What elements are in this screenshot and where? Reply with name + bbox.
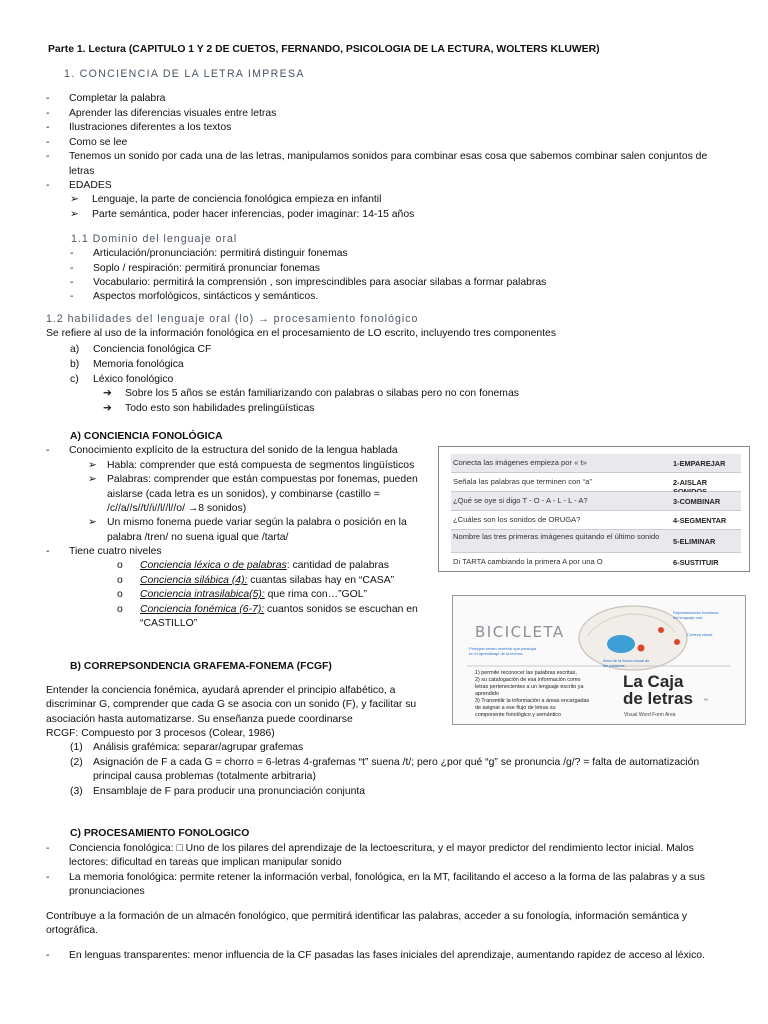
list-marker: (1) (70, 742, 83, 753)
list-item: Aprender las diferencias visuales entre letras (69, 108, 277, 119)
nivel-desc: que rima con…”GOL” (264, 589, 367, 600)
table-row (451, 530, 741, 553)
bullet-dash: - (46, 445, 50, 456)
list-item: Tenemos un sonido por cada una de las letras, manipulamos sonidos para combinar esas cosa que sabemos combinar salen conjuntos de (69, 151, 708, 162)
skills-table (438, 446, 750, 572)
table-skill: 1-EMPAREJAR (673, 459, 726, 468)
list-marker: b) (70, 359, 80, 370)
brain-figure (452, 595, 746, 725)
list-marker: c) (70, 374, 79, 385)
nivel-label: Conciencia intrasilabica(5): (140, 589, 265, 600)
nivel-label: Conciencia fonémica (6-7): (140, 604, 265, 615)
figure-trademark: ™ (703, 698, 708, 704)
list-item: Ilustraciones diferentes a los textos (69, 122, 232, 133)
figure-points (475, 670, 589, 719)
paragraph-line: discriminar G, comprender que cada G se asocia con un sonido (F), y facilitar su (46, 699, 417, 710)
bullet-dash: - (46, 872, 50, 883)
table-question: ¿Cuáles son los sonidos de ORUGA? (453, 515, 581, 524)
sub-item: Todo esto son habilidades prelingüísticas (125, 403, 315, 414)
bullet-dash: - (70, 263, 74, 274)
section-heading-1: 1. CONCIENCIA DE LA LETRA IMPRESA (64, 68, 305, 80)
nivel-desc: cuantas silabas hay en “CASA” (247, 575, 395, 586)
list-item: EDADES (69, 180, 112, 191)
table-row (451, 492, 741, 511)
nivel-item (140, 574, 394, 587)
circle-bullet-icon: o (117, 604, 123, 615)
arrow-bullet-icon: ➢ (88, 474, 97, 485)
list-item: Como se lee (69, 137, 128, 148)
bullet-dash: - (46, 843, 50, 854)
table-skill: 4-SEGMENTAR (673, 516, 727, 525)
document-title: Parte 1. Lectura (CAPITULO 1 Y 2 DE CUETOS, FERNANDO, PSICOLOGIA DE LA ECTURA, WOLTERS KLUWER) (48, 44, 600, 55)
list-item: Ensamblaje de F para producir una pronunciación conjunta (93, 786, 366, 797)
figure-note: Principal centro cerebral que participa en el aprendizaje de la lectura (469, 646, 537, 656)
bullet-dash: - (46, 122, 50, 133)
nivel-desc: cuantos sonidos se escuchan en (264, 604, 418, 615)
brain-region-blue (607, 635, 635, 653)
figure-acronym: Visual Word Form Area (624, 712, 676, 718)
list-item: Análisis grafémica: separar/agrupar grafemas (93, 742, 304, 753)
figure-point: 3) Transmitir la información a áreas encargadas (475, 698, 590, 704)
list-item: Aspectos morfológicos, sintácticos y semánticos. (93, 291, 319, 302)
list-marker: a) (70, 344, 80, 355)
figure-title-line2: de letras (623, 689, 693, 708)
paragraph-line: asociación hasta automatizarse. Su enseñanza puede coordinarse (46, 714, 353, 725)
brain-marker-red (674, 639, 680, 645)
brain-marker-red (658, 627, 664, 633)
list-item: Soplo / respiración: permitirá pronunciar fonemas (93, 263, 320, 274)
list-item-continuation: principal causa problemas (totalmente arbitraria) (93, 771, 316, 782)
figure-label: Corteza visual (687, 632, 713, 637)
sub-item: Un mismo fonema puede variar según la palabra o posición en la (107, 517, 407, 528)
paragraph-line: Contribuye a la formación de un almacén fonológico, que permitirá identificar las palabras, acceder a su fonología, información semántica y (46, 911, 688, 922)
table-question: Conecta las imágenes empieza por « t» (453, 458, 587, 467)
figure-word: BICICLETA (475, 623, 565, 641)
figure-point: de asignar a ese flujo de letras su (475, 705, 556, 711)
bullet-dash: - (46, 137, 50, 148)
table-question: ¿Qué se oye si digo T - O - A - L - L - A? (453, 496, 588, 505)
table-skill: 2-AISLAR (673, 478, 708, 487)
figure-point: letras pertenecientes a un lenguaje escrito ya (475, 684, 584, 690)
paragraph-line: RCGF: Compuesto por 3 procesos (Colear, 1986) (46, 728, 275, 739)
section-intro: Se refiere al uso de la información fonológica en el procesamiento de LO escrito, incluyendo tres componentes (46, 328, 557, 339)
arrow-bullet-icon: ➢ (70, 209, 79, 220)
sub-item-continuation: aislarse (cada letra es un sonidos), y combinarse (castillo = (107, 489, 380, 500)
circle-bullet-icon: o (117, 575, 123, 586)
table-skill: 6-SUSTITUIR (673, 558, 719, 567)
table-question: Nombre las tres primeras imágenes quitando el último sonido (453, 532, 660, 541)
paragraph-line: ortográfica. (46, 925, 98, 936)
nivel-item (140, 588, 367, 601)
list-item: Completar la palabra (69, 93, 166, 104)
figure-point: 2) su catalogación de esa información como (475, 677, 581, 683)
arrow-bullet-icon: ➢ (88, 460, 97, 471)
bullet-dash: - (70, 291, 74, 302)
bullet-dash: - (70, 277, 74, 288)
figure-point: componente fonológico y semántico (475, 712, 562, 718)
figure-label: Representación fonémica del lenguaje oral (673, 610, 719, 620)
arrow-bullet-icon: ➢ (70, 194, 79, 205)
table-question: Señala las palabras que terminen con “a” (453, 477, 592, 486)
section-heading-c: C) PROCESAMIENTO FONOLOGICO (70, 828, 250, 839)
table-row (451, 511, 741, 530)
figure-point: 1) permite reconocer las palabras escritas, (475, 670, 577, 676)
figure-label: Área de la forma visual de las palabras (603, 658, 650, 668)
bullet-dash: - (46, 950, 50, 961)
bullet-dash: - (46, 180, 50, 191)
list-item: Articulación/pronunciación: permitirá distinguir fonemas (93, 248, 348, 259)
section-heading-b: B) CORREPSONDENCIA GRAFEMA-FONEMA (FCGF) (70, 661, 332, 672)
arrow-bullet-icon: ➢ (88, 517, 97, 528)
circle-bullet-icon: o (117, 560, 123, 571)
list-item: La memoria fonológica: permite retener la información verbal, fonológica, en la MT, facilitando el acceso a la forma de las palabras y a sus (69, 872, 705, 883)
sub-item: Habla: comprender que está compuesta de segmentos lingüísticos (107, 460, 415, 471)
list-item: Vocabulario: permitirá la comprensión , son imprescindibles para asociar silabas a formar palabras (93, 277, 547, 288)
table-row (451, 454, 741, 473)
list-item-continuation: letras (69, 166, 95, 177)
nivel-desc: : cantidad de palabras (286, 560, 389, 571)
bullet-dash: - (46, 108, 50, 119)
table-skill: 3-COMBINAR (673, 497, 721, 506)
circle-bullet-icon: o (117, 589, 123, 600)
sub-item-continuation: /c//a//s//t//i//l//l//o/ →8 sonidos) (107, 503, 247, 514)
sub-item: Lenguaje, la parte de conciencia fonológica empieza en infantil (92, 194, 382, 205)
nivel-item (140, 559, 389, 572)
bullet-dash: - (70, 248, 74, 259)
arrow-right-icon: ➔ (103, 403, 112, 414)
bullet-dash: - (46, 546, 50, 557)
sub-item: Palabras: comprender que están compuestas por fonemas, pueden (107, 474, 418, 485)
list-marker: (2) (70, 757, 83, 768)
nivel-continuation: “CASTILLO” (140, 618, 198, 629)
sub-item-continuation: palabra /tren/ no suena igual que /tarta/ (107, 532, 289, 543)
nivel-item (140, 603, 418, 616)
figure-point: aprendido (475, 691, 499, 697)
paragraph-line: Entender la conciencia fonémica, ayudará aprender el principio alfabético, a (46, 685, 396, 696)
arrow-right-icon: ➔ (103, 388, 112, 399)
list-item: Asignación de F a cada G = chorro = 6-letras 4-grafemas “t” suena /t/; pero ¿por qué “g” se pronuncia /g/? = falta de automatización (93, 757, 700, 768)
list-item: Conciencia fonológica CF (93, 344, 212, 355)
list-item: Conciencia fonológica: □ Uno de los pilares del aprendizaje de la lectoescritura, y el mayor predictor del rendimiento lector inicial. Malos (69, 843, 694, 854)
list-item: Memoria fonológica (93, 359, 184, 370)
list-item-continuation: pronunciaciones (69, 886, 145, 897)
table-row (451, 473, 741, 492)
table-question: Di TARTA cambiando la primera A por una O (453, 557, 603, 566)
list-item: En lenguas transparentes: menor influencia de la CF pasadas las fases iniciales del aprendizaje, aumentando rapidez de acceso al léxico. (69, 950, 705, 961)
bullet-dash: - (46, 151, 50, 162)
list-item: Tiene cuatro niveles (69, 546, 162, 557)
table-skill: 5-ELIMINAR (673, 537, 716, 546)
brain-marker-red (638, 645, 645, 652)
sub-item: Parte semántica, poder hacer inferencias, poder imaginar: 14-15 años (92, 209, 415, 220)
bullet-dash: - (46, 93, 50, 104)
sub-item: Sobre los 5 años se están familiarizando con palabras o silabas pero no con fonemas (125, 388, 519, 399)
list-item-continuation: lectores: dificultad en tareas que implican manipular sonido (69, 857, 342, 868)
section-heading-1-1: 1.1 Dominio del lenguaje oral (71, 233, 238, 245)
figure-title-line1: La Caja (623, 672, 684, 691)
section-heading-1-2: 1.2 habilidades del lenguaje oral (lo) → procesamiento fonológico (46, 313, 419, 325)
table-row (451, 553, 741, 571)
nivel-label: Conciencia léxica o de palabras (140, 560, 287, 571)
list-item: Conocimiento explícito de la estructura del sonido de la lengua hablada (69, 445, 398, 456)
section-heading-a: A) CONCIENCIA FONOLÓGICA (70, 431, 223, 442)
nivel-label: Conciencia silábica (4): (140, 575, 248, 586)
list-item: Léxico fonológico (93, 374, 174, 385)
list-marker: (3) (70, 786, 83, 797)
